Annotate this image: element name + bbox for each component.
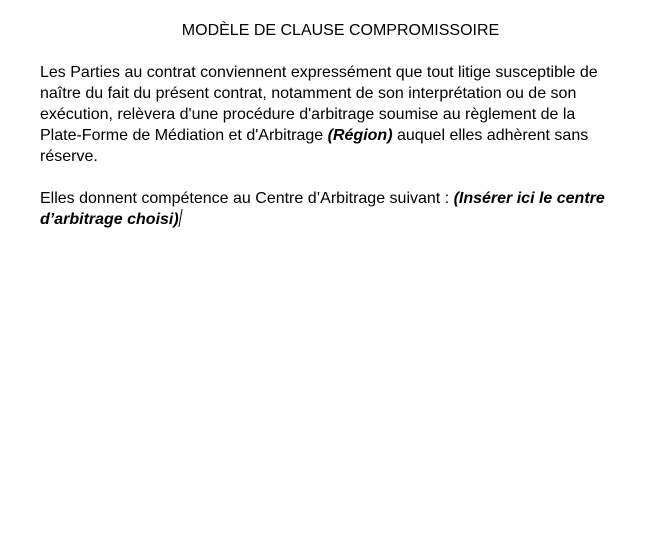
paragraph-2-text: Elles donnent compétence au Centre d’Arbitrage suivant : <box>40 190 454 207</box>
arbitration-center-placeholder: (Insérer ici le centre d’arbitrage choisi) <box>40 190 605 228</box>
region-placeholder: (Région) <box>327 127 393 144</box>
paragraph-1-text: Les Parties au contrat conviennent expressément que tout litige susceptible de naître du fait du présent contrat, notamment de son interprétation ou de son exécution, relèvera d'une procédure d'arbitrage soumise au règlement de la Plate-Forme de Médiation et d'Arbitrage <box>40 64 598 144</box>
document-title: MODÈLE DE CLAUSE COMPROMISSOIRE <box>181 22 500 39</box>
clause-paragraph-1 <box>40 62 615 167</box>
clause-paragraph-2 <box>40 188 615 230</box>
paragraph-1-ending: auquel elles adhèrent sans réserve. <box>40 127 589 165</box>
